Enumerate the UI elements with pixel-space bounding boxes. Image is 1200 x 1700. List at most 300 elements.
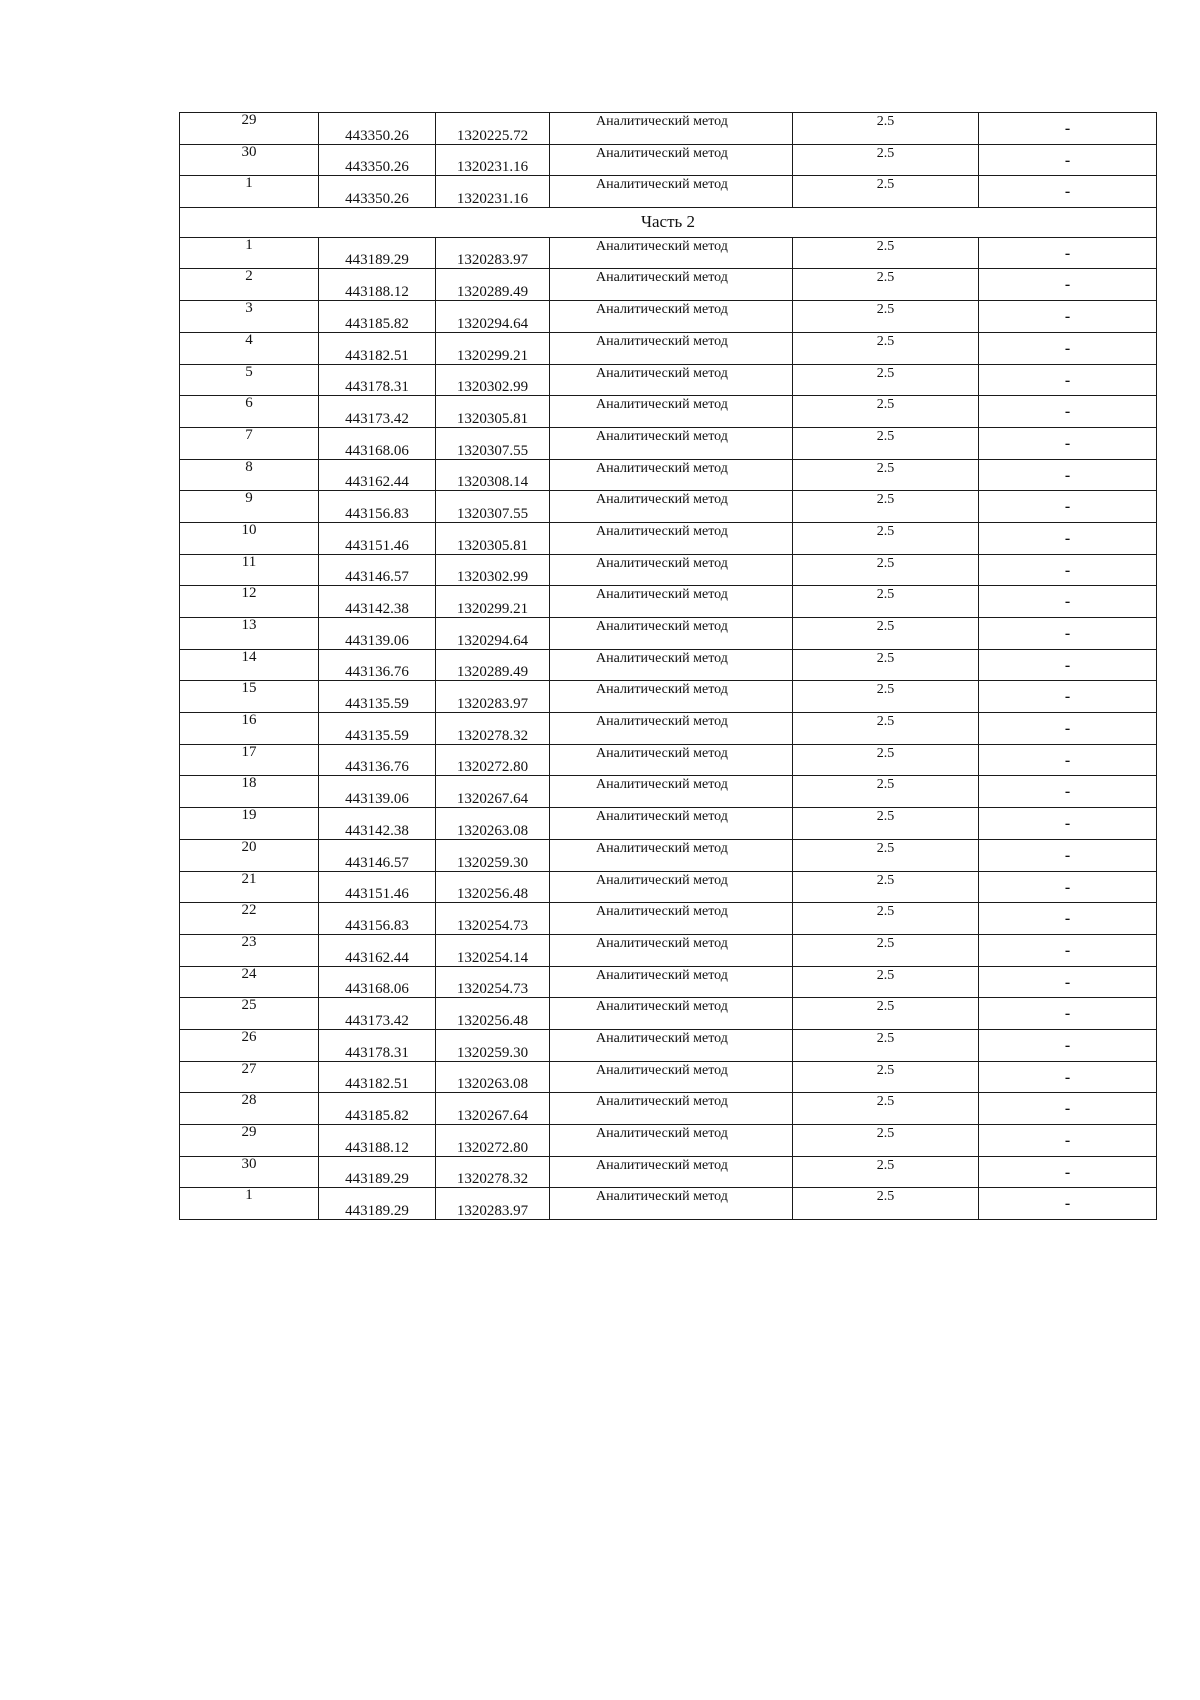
coord-y-cell	[436, 586, 550, 618]
accuracy-cell: 2.5	[793, 618, 979, 650]
coord-y-text: 1320254.73	[456, 917, 529, 934]
accuracy-cell: 2.5	[793, 998, 979, 1030]
point-number-cell: 3	[180, 301, 319, 333]
dash-cell	[979, 301, 1157, 333]
dash-cell	[979, 1156, 1157, 1188]
coord-x-cell	[319, 839, 436, 871]
table-row	[180, 1061, 1157, 1093]
coord-y-cell	[436, 491, 550, 523]
method-cell: Аналитический метод	[550, 269, 793, 301]
coord-y-text: 1320263.08	[456, 1076, 529, 1093]
point-number-cell: 2	[180, 269, 319, 301]
coord-y-cell	[436, 871, 550, 903]
point-number-cell: 24	[180, 966, 319, 998]
coord-x-cell	[319, 237, 436, 269]
accuracy-cell: 2.5	[793, 1061, 979, 1093]
accuracy-cell: 2.5	[793, 1125, 979, 1157]
dash-text: -	[1064, 593, 1071, 611]
dash-text: -	[1064, 244, 1071, 262]
coord-x-cell	[319, 269, 436, 301]
dash-text: -	[1064, 656, 1071, 674]
coord-x-text: 443350.26	[345, 191, 409, 208]
coord-x-text: 443182.51	[345, 1076, 409, 1093]
dash-text: -	[1064, 625, 1071, 642]
dash-cell	[979, 396, 1157, 428]
coord-x-text: 443188.12	[345, 284, 409, 301]
table-row	[180, 269, 1157, 301]
point-number-cell: 17	[180, 744, 319, 776]
table-row	[180, 491, 1157, 523]
coord-y-cell	[436, 1061, 550, 1093]
coord-x-cell	[319, 176, 436, 208]
coord-y-cell	[436, 903, 550, 935]
coord-y-cell	[436, 713, 550, 745]
method-cell: Аналитический метод	[550, 681, 793, 713]
dash-cell	[979, 237, 1157, 269]
dash-cell	[979, 459, 1157, 491]
table-row	[180, 554, 1157, 586]
coord-y-cell	[436, 1156, 550, 1188]
coord-y-text: 1320289.49	[456, 664, 529, 681]
coord-y-text: 1320308.14	[456, 474, 529, 491]
coord-x-text: 443162.44	[345, 474, 409, 491]
accuracy-cell: 2.5	[793, 113, 979, 145]
dash-cell	[979, 871, 1157, 903]
dash-cell	[979, 586, 1157, 618]
coord-y-cell	[436, 332, 550, 364]
accuracy-cell: 2.5	[793, 237, 979, 269]
point-number-cell: 1	[180, 237, 319, 269]
coord-x-text: 443182.51	[345, 347, 409, 364]
point-number-cell: 29	[180, 1125, 319, 1157]
accuracy-cell: 2.5	[793, 144, 979, 176]
coord-x-text: 443135.59	[345, 696, 409, 713]
dash-text: -	[1064, 466, 1071, 484]
dash-cell	[979, 713, 1157, 745]
point-number-cell: 30	[180, 144, 319, 176]
coord-y-text: 1320283.97	[456, 1203, 529, 1220]
method-cell: Аналитический метод	[550, 839, 793, 871]
dash-cell	[979, 681, 1157, 713]
dash-text: -	[1064, 1195, 1071, 1213]
coord-x-text: 443162.44	[345, 949, 409, 966]
method-cell: Аналитический метод	[550, 1093, 793, 1125]
coord-x-text: 443146.57	[345, 854, 409, 871]
dash-cell	[979, 776, 1157, 808]
table-row	[180, 808, 1157, 840]
accuracy-cell: 2.5	[793, 776, 979, 808]
part2-rows	[180, 237, 1157, 1219]
coord-y-text: 1320307.55	[456, 505, 529, 522]
table-row	[180, 1029, 1157, 1061]
coord-y-text: 1320272.80	[456, 1139, 529, 1156]
coord-y-cell	[436, 776, 550, 808]
accuracy-cell: 2.5	[793, 522, 979, 554]
coord-x-text: 443185.82	[345, 1108, 409, 1124]
point-number-cell: 29	[180, 113, 319, 145]
coord-x-cell	[319, 427, 436, 459]
coord-y-cell	[436, 522, 550, 554]
coord-x-cell	[319, 966, 436, 998]
coord-y-text: 1320259.30	[456, 854, 529, 871]
dash-text: -	[1064, 276, 1071, 294]
dash-text: -	[1064, 1036, 1071, 1054]
method-cell: Аналитический метод	[550, 176, 793, 208]
coord-y-text: 1320256.48	[456, 886, 529, 903]
coord-y-text: 1320231.16	[456, 191, 529, 208]
coord-x-cell	[319, 144, 436, 176]
coord-y-text: 1320294.64	[456, 632, 529, 649]
dash-text: -	[1064, 1132, 1071, 1149]
coord-y-cell	[436, 144, 550, 176]
coord-x-text: 443139.06	[345, 632, 409, 649]
table-row	[180, 1156, 1157, 1188]
accuracy-cell: 2.5	[793, 839, 979, 871]
dash-cell	[979, 1061, 1157, 1093]
part-title-row	[180, 208, 1157, 238]
dash-text: -	[1064, 720, 1071, 738]
table-row	[180, 364, 1157, 396]
accuracy-cell: 2.5	[793, 301, 979, 333]
coord-x-cell	[319, 1093, 436, 1125]
point-number-cell: 19	[180, 808, 319, 840]
dash-cell	[979, 903, 1157, 935]
point-number-cell: 6	[180, 396, 319, 428]
coord-x-cell	[319, 903, 436, 935]
coord-y-cell	[436, 998, 550, 1030]
dash-cell	[979, 966, 1157, 998]
dash-text: -	[1064, 910, 1071, 928]
part-title: Часть 2	[180, 208, 1157, 238]
table-row	[180, 744, 1157, 776]
coord-y-cell	[436, 427, 550, 459]
coord-x-cell	[319, 1061, 436, 1093]
accuracy-cell: 2.5	[793, 903, 979, 935]
coord-x-text: 443178.31	[345, 1044, 409, 1061]
dash-text: -	[1064, 1005, 1071, 1023]
coord-y-cell	[436, 1125, 550, 1157]
dash-text: -	[1064, 151, 1071, 169]
accuracy-cell: 2.5	[793, 713, 979, 745]
point-number-cell: 16	[180, 713, 319, 745]
dash-text: -	[1064, 1100, 1071, 1118]
dash-text: -	[1064, 973, 1071, 991]
point-number-cell: 8	[180, 459, 319, 491]
coord-x-text: 443168.06	[345, 442, 409, 459]
dash-cell	[979, 618, 1157, 650]
dash-cell	[979, 364, 1157, 396]
dash-text: -	[1064, 403, 1071, 421]
coord-x-cell	[319, 649, 436, 681]
method-cell: Аналитический метод	[550, 808, 793, 840]
coord-x-cell	[319, 1029, 436, 1061]
point-number-cell: 1	[180, 1188, 319, 1220]
coord-y-text: 1320231.16	[456, 159, 529, 176]
table-row	[180, 839, 1157, 871]
coord-x-text: 443173.42	[345, 410, 409, 427]
point-number-cell: 14	[180, 649, 319, 681]
coord-y-text: 1320283.97	[456, 252, 529, 269]
part1-rows	[180, 113, 1157, 208]
table-row	[180, 966, 1157, 998]
accuracy-cell: 2.5	[793, 554, 979, 586]
method-cell: Аналитический метод	[550, 113, 793, 145]
point-number-cell: 10	[180, 522, 319, 554]
table-row	[180, 1188, 1157, 1220]
coord-y-text: 1320259.30	[456, 1044, 529, 1061]
dash-cell	[979, 491, 1157, 523]
accuracy-cell: 2.5	[793, 427, 979, 459]
method-cell: Аналитический метод	[550, 301, 793, 333]
coord-y-cell	[436, 176, 550, 208]
dash-cell	[979, 113, 1157, 145]
coord-x-text: 443151.46	[345, 886, 409, 903]
coord-x-cell	[319, 364, 436, 396]
table-row	[180, 776, 1157, 808]
coord-x-cell	[319, 998, 436, 1030]
table-row	[180, 713, 1157, 745]
dash-text: -	[1064, 783, 1071, 801]
coord-y-text: 1320283.97	[456, 696, 529, 713]
dash-text: -	[1064, 308, 1071, 326]
dash-cell	[979, 427, 1157, 459]
dash-text: -	[1064, 846, 1071, 864]
accuracy-cell: 2.5	[793, 396, 979, 428]
dash-text: -	[1064, 941, 1071, 959]
coord-x-cell	[319, 1188, 436, 1220]
coord-x-cell	[319, 396, 436, 428]
coord-y-text: 1320263.08	[456, 822, 529, 839]
coord-y-cell	[436, 966, 550, 998]
coord-y-text: 1320256.48	[456, 1012, 529, 1029]
table-row	[180, 144, 1157, 176]
dash-text: -	[1064, 751, 1071, 769]
coord-x-cell	[319, 808, 436, 840]
point-number-cell: 4	[180, 332, 319, 364]
method-cell: Аналитический метод	[550, 618, 793, 650]
coord-y-text: 1320307.55	[456, 442, 529, 459]
coord-y-cell	[436, 839, 550, 871]
point-number-cell: 26	[180, 1029, 319, 1061]
dash-text: -	[1064, 878, 1071, 896]
coord-y-cell	[436, 459, 550, 491]
coord-y-text: 1320299.21	[456, 347, 529, 364]
coord-x-cell	[319, 301, 436, 333]
point-number-cell: 28	[180, 1093, 319, 1125]
method-cell: Аналитический метод	[550, 586, 793, 618]
method-cell: Аналитический метод	[550, 649, 793, 681]
coord-y-cell	[436, 396, 550, 428]
point-number-cell: 5	[180, 364, 319, 396]
accuracy-cell: 2.5	[793, 491, 979, 523]
coord-y-text: 1320267.64	[456, 791, 529, 808]
point-number-cell: 7	[180, 427, 319, 459]
dash-text: -	[1064, 815, 1071, 833]
dash-text: -	[1064, 120, 1071, 137]
coord-y-text: 1320299.21	[456, 601, 529, 617]
coord-x-cell	[319, 586, 436, 618]
dash-text: -	[1064, 371, 1071, 389]
dash-cell	[979, 554, 1157, 586]
point-number-cell: 22	[180, 903, 319, 935]
method-cell: Аналитический метод	[550, 1029, 793, 1061]
coord-y-cell	[436, 744, 550, 776]
table-row	[180, 1125, 1157, 1157]
accuracy-cell: 2.5	[793, 332, 979, 364]
table-row	[180, 903, 1157, 935]
table-row	[180, 176, 1157, 208]
coord-y-cell	[436, 364, 550, 396]
part2-header	[180, 208, 1157, 238]
method-cell: Аналитический метод	[550, 427, 793, 459]
table-row	[180, 237, 1157, 269]
accuracy-cell: 2.5	[793, 681, 979, 713]
point-number-cell: 21	[180, 871, 319, 903]
coord-x-text: 443189.29	[345, 1203, 409, 1220]
coord-y-cell	[436, 934, 550, 966]
point-number-cell: 15	[180, 681, 319, 713]
point-number-cell: 13	[180, 618, 319, 650]
table-row	[180, 618, 1157, 650]
coord-y-cell	[436, 649, 550, 681]
coord-y-cell	[436, 301, 550, 333]
coord-y-cell	[436, 808, 550, 840]
accuracy-cell: 2.5	[793, 649, 979, 681]
dash-cell	[979, 744, 1157, 776]
coord-x-cell	[319, 776, 436, 808]
coord-x-cell	[319, 1156, 436, 1188]
table-row	[180, 113, 1157, 145]
dash-cell	[979, 332, 1157, 364]
coord-y-cell	[436, 269, 550, 301]
dash-text: -	[1064, 1163, 1071, 1181]
dash-cell	[979, 1188, 1157, 1220]
coord-y-cell	[436, 618, 550, 650]
dash-cell	[979, 522, 1157, 554]
coord-y-cell	[436, 1029, 550, 1061]
table-row	[180, 998, 1157, 1030]
accuracy-cell: 2.5	[793, 744, 979, 776]
point-number-cell: 11	[180, 554, 319, 586]
accuracy-cell: 2.5	[793, 966, 979, 998]
coord-x-text: 443142.38	[345, 601, 409, 617]
coord-x-text: 443350.26	[345, 127, 409, 144]
table-row	[180, 586, 1157, 618]
method-cell: Аналитический метод	[550, 744, 793, 776]
coord-x-text: 443139.06	[345, 791, 409, 808]
method-cell: Аналитический метод	[550, 144, 793, 176]
dash-cell	[979, 934, 1157, 966]
method-cell: Аналитический метод	[550, 396, 793, 428]
method-cell: Аналитический метод	[550, 364, 793, 396]
coord-y-text: 1320302.99	[456, 569, 529, 586]
dash-text: -	[1064, 339, 1071, 357]
point-number-cell: 25	[180, 998, 319, 1030]
coord-y-cell	[436, 1093, 550, 1125]
coord-y-cell	[436, 554, 550, 586]
method-cell: Аналитический метод	[550, 332, 793, 364]
coord-x-text: 443173.42	[345, 1012, 409, 1029]
accuracy-cell: 2.5	[793, 176, 979, 208]
coord-x-text: 443189.29	[345, 252, 409, 269]
method-cell: Аналитический метод	[550, 1156, 793, 1188]
method-cell: Аналитический метод	[550, 237, 793, 269]
accuracy-cell: 2.5	[793, 1156, 979, 1188]
coord-y-text: 1320225.72	[456, 127, 529, 144]
accuracy-cell: 2.5	[793, 586, 979, 618]
dash-text: -	[1064, 529, 1071, 547]
method-cell: Аналитический метод	[550, 554, 793, 586]
accuracy-cell: 2.5	[793, 269, 979, 301]
method-cell: Аналитический метод	[550, 491, 793, 523]
point-number-cell: 23	[180, 934, 319, 966]
table-row	[180, 1093, 1157, 1125]
coord-x-text: 443151.46	[345, 537, 409, 554]
table-row	[180, 396, 1157, 428]
dash-cell	[979, 808, 1157, 840]
coord-x-cell	[319, 113, 436, 145]
method-cell: Аналитический метод	[550, 459, 793, 491]
accuracy-cell: 2.5	[793, 1093, 979, 1125]
accuracy-cell: 2.5	[793, 459, 979, 491]
coord-x-text: 443178.31	[345, 379, 409, 396]
coordinates-table	[179, 112, 1157, 1220]
dash-cell	[979, 176, 1157, 208]
coord-x-cell	[319, 934, 436, 966]
dash-cell	[979, 839, 1157, 871]
point-number-cell: 9	[180, 491, 319, 523]
coord-x-text: 443146.57	[345, 569, 409, 586]
method-cell: Аналитический метод	[550, 1125, 793, 1157]
coord-y-text: 1320302.99	[456, 379, 529, 396]
accuracy-cell: 2.5	[793, 364, 979, 396]
coord-x-cell	[319, 459, 436, 491]
dash-text: -	[1064, 183, 1071, 201]
coord-x-text: 443136.76	[345, 664, 409, 681]
coord-x-cell	[319, 871, 436, 903]
table-row	[180, 332, 1157, 364]
coord-x-text: 443188.12	[345, 1139, 409, 1156]
dash-cell	[979, 649, 1157, 681]
table-row	[180, 459, 1157, 491]
coord-x-cell	[319, 522, 436, 554]
method-cell: Аналитический метод	[550, 522, 793, 554]
coord-x-cell	[319, 554, 436, 586]
table-row	[180, 871, 1157, 903]
point-number-cell: 1	[180, 176, 319, 208]
coord-x-text: 443156.83	[345, 917, 409, 934]
method-cell: Аналитический метод	[550, 1061, 793, 1093]
method-cell: Аналитический метод	[550, 998, 793, 1030]
point-number-cell: 27	[180, 1061, 319, 1093]
accuracy-cell: 2.5	[793, 1188, 979, 1220]
coord-y-text: 1320294.64	[456, 315, 529, 332]
table-row	[180, 301, 1157, 333]
dash-cell	[979, 1093, 1157, 1125]
coord-y-text: 1320278.32	[456, 727, 529, 744]
table-row	[180, 649, 1157, 681]
dash-text: -	[1064, 688, 1071, 706]
accuracy-cell: 2.5	[793, 871, 979, 903]
coord-x-text: 443185.82	[345, 315, 409, 332]
coord-x-cell	[319, 744, 436, 776]
dash-cell	[979, 1029, 1157, 1061]
coord-y-cell	[436, 1188, 550, 1220]
dash-cell	[979, 1125, 1157, 1157]
coord-x-text: 443135.59	[345, 727, 409, 744]
coord-y-cell	[436, 113, 550, 145]
coord-x-cell	[319, 713, 436, 745]
